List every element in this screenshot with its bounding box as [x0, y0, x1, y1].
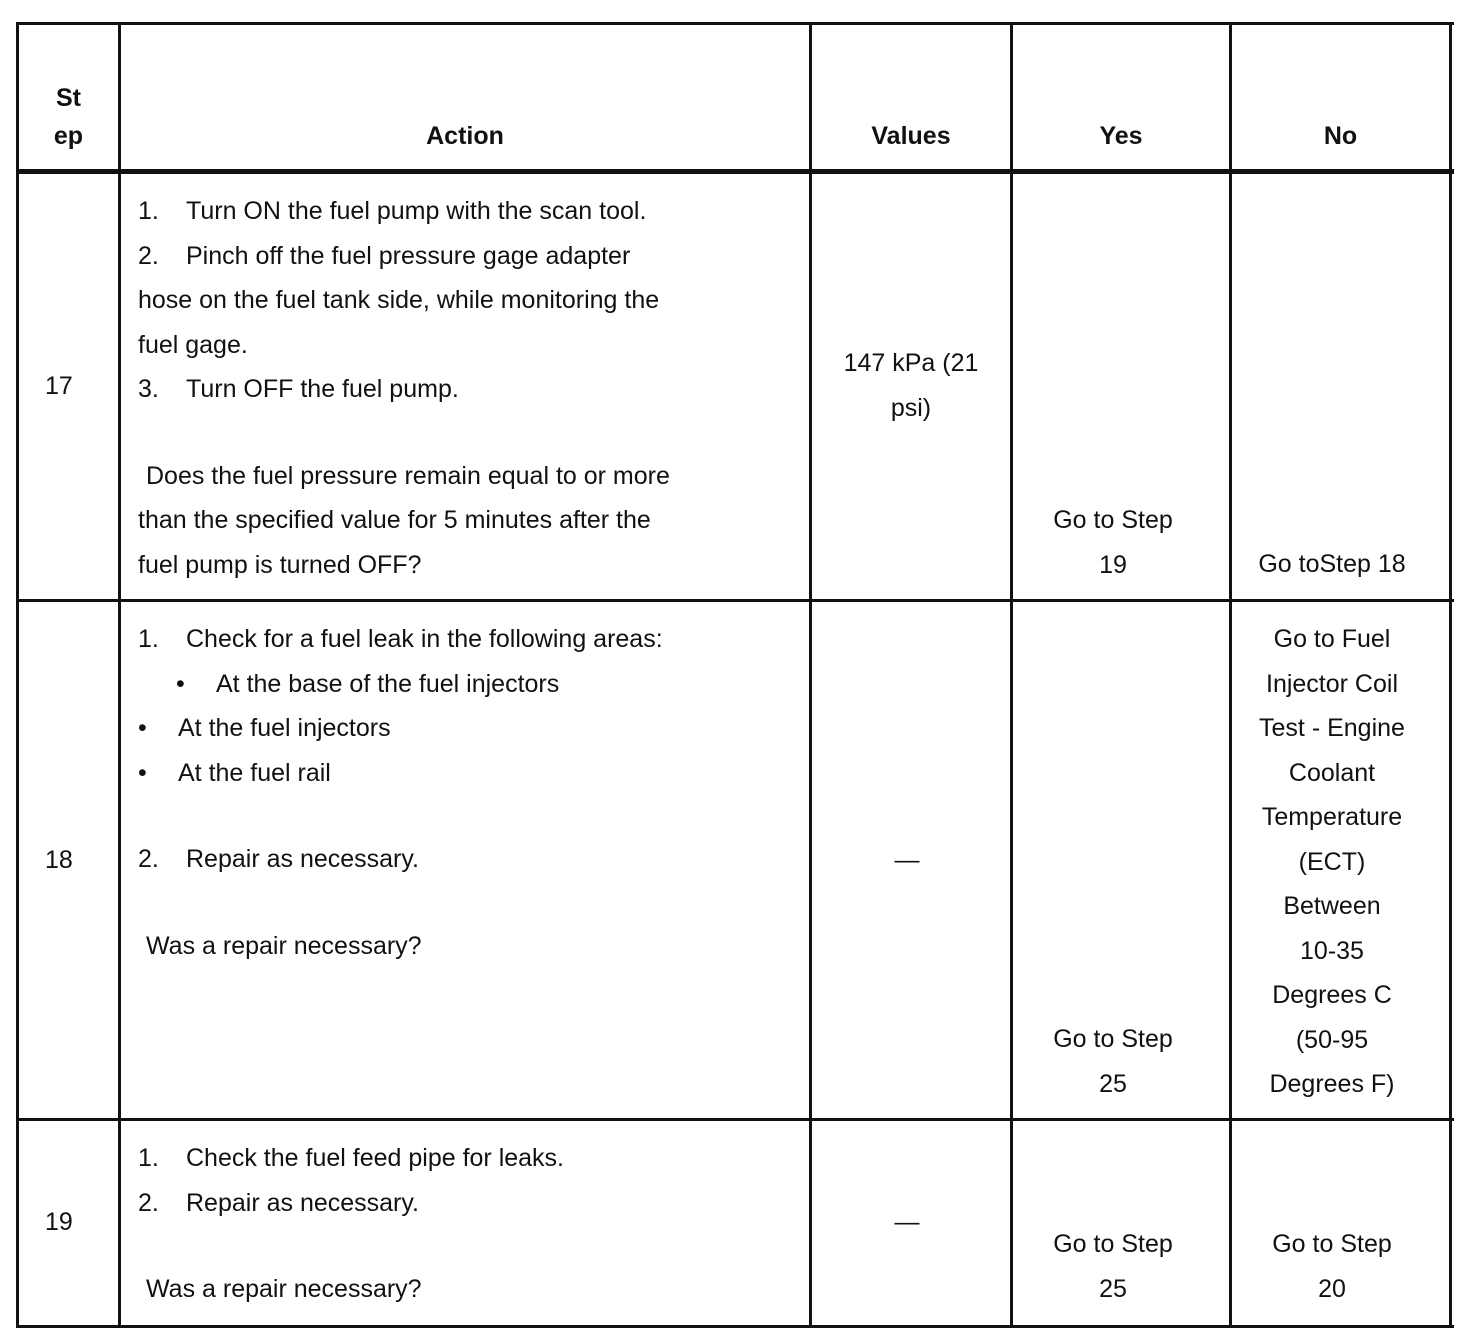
no-line: Degrees C	[1272, 981, 1392, 1009]
action-line	[138, 1181, 809, 1226]
list-number: 1.	[138, 1144, 159, 1172]
yes-link[interactable]	[1013, 498, 1213, 587]
action-text	[121, 617, 809, 968]
no-line: 10-35	[1300, 936, 1364, 965]
no-line: (50-95	[1295, 1025, 1369, 1054]
bullet-icon: •	[138, 714, 147, 742]
no-link[interactable]	[1232, 542, 1432, 587]
no-link[interactable]	[1232, 1222, 1432, 1311]
action-line	[138, 189, 809, 234]
blank-line	[138, 412, 809, 454]
no-line: Injector Coil	[1266, 669, 1398, 698]
action-line-text: Check for a fuel leak in the following areas:	[186, 625, 663, 653]
yes-line: Go to Step	[1053, 506, 1173, 534]
list-number: 1.	[138, 625, 159, 653]
no-line: Go toStep 18	[1258, 550, 1406, 578]
no-line: Go to Step	[1272, 1230, 1392, 1258]
step-number: 17	[45, 372, 73, 400]
action-line-text: Repair as necessary.	[186, 845, 419, 873]
action-line	[138, 662, 809, 707]
action-line-text: fuel gage.	[138, 330, 248, 359]
header-values: Values	[871, 122, 951, 150]
row-separator	[16, 599, 1454, 602]
no-line: Go to Fuel	[1273, 625, 1391, 653]
list-number: 2.	[138, 845, 159, 873]
action-line	[138, 367, 809, 412]
list-number: 2.	[138, 241, 159, 270]
bullet-icon: •	[138, 758, 147, 787]
blank-line	[138, 1225, 809, 1267]
action-line-text: At the fuel injectors	[178, 714, 391, 742]
yes-line: Go to Step	[1053, 1230, 1173, 1258]
table-border-top	[16, 22, 1454, 25]
no-line: Temperature	[1261, 803, 1403, 831]
action-line	[138, 617, 809, 662]
value-text: —	[894, 1208, 920, 1236]
no-link[interactable]	[1232, 617, 1432, 1107]
header-separator	[16, 169, 1454, 174]
list-number: 1.	[138, 197, 159, 225]
no-line: (ECT)	[1298, 847, 1366, 876]
list-number: 2.	[138, 1188, 159, 1217]
action-line	[138, 837, 809, 882]
action-text	[121, 189, 809, 587]
table-border-left	[16, 22, 19, 1328]
no-line: Coolant	[1288, 758, 1376, 787]
header-no: No	[1323, 122, 1358, 150]
column-separator	[809, 22, 812, 1328]
table-border-right	[1449, 22, 1452, 1328]
question-text: Was a repair necessary?	[146, 931, 422, 960]
yes-line: 25	[1099, 1069, 1127, 1098]
table-border-bottom	[16, 1325, 1454, 1328]
yes-link[interactable]	[1013, 1222, 1213, 1311]
list-number: 3.	[138, 375, 159, 403]
question-text: than the specified value for 5 minutes after the	[138, 506, 651, 534]
no-line: 20	[1318, 1274, 1346, 1303]
value-line: 147 kPa (21	[843, 349, 979, 377]
action-line	[138, 751, 809, 796]
action-line-text: Turn OFF the fuel pump.	[186, 375, 459, 403]
value-text: —	[894, 846, 920, 874]
no-line: Degrees F)	[1269, 1070, 1395, 1098]
value-text	[812, 341, 1010, 430]
blank-line	[138, 795, 809, 837]
bullet-icon: •	[176, 669, 185, 698]
yes-line: 19	[1099, 550, 1127, 579]
action-text	[121, 1136, 809, 1312]
action-line-text: At the base of the fuel injectors	[216, 669, 560, 698]
yes-link[interactable]	[1013, 1017, 1213, 1106]
action-line-text: Repair as necessary.	[186, 1188, 419, 1217]
action-line	[138, 234, 809, 279]
question-text: fuel pump is turned OFF?	[138, 550, 422, 579]
row-separator	[16, 1118, 1454, 1121]
header-step-line-1: St	[56, 84, 81, 112]
question-text: Was a repair necessary?	[146, 1275, 422, 1303]
yes-line: 25	[1099, 1274, 1127, 1303]
column-separator	[1010, 22, 1013, 1328]
step-number: 19	[45, 1208, 73, 1236]
step-number: 18	[45, 846, 73, 874]
action-line-text: At the fuel rail	[178, 758, 331, 787]
blank-line	[138, 882, 809, 924]
no-line: Between	[1283, 892, 1381, 920]
action-line	[138, 706, 809, 751]
action-line-text: hose on the fuel tank side, while monitoring the	[138, 286, 660, 314]
action-line-text: Pinch off the fuel pressure gage adapter	[186, 241, 631, 270]
header-step-line-2: ep	[53, 122, 84, 150]
no-line: Test - Engine	[1259, 714, 1405, 742]
question-text: Does the fuel pressure remain equal to or more	[146, 461, 670, 490]
header-yes: Yes	[1099, 122, 1143, 150]
action-line-text: Turn ON the fuel pump with the scan tool.	[186, 197, 647, 225]
header-action: Action	[426, 122, 504, 150]
value-line: psi)	[890, 393, 932, 422]
yes-line: Go to Step	[1053, 1025, 1173, 1053]
action-line	[138, 1136, 809, 1181]
header-step	[19, 79, 118, 155]
action-line-text: Check the fuel feed pipe for leaks.	[186, 1144, 565, 1172]
